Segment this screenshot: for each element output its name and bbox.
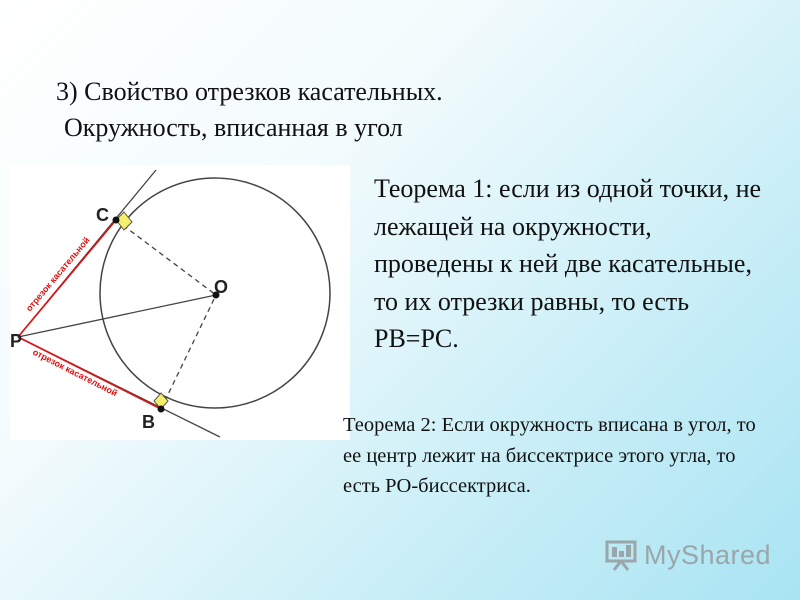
- point-b: [158, 406, 165, 413]
- upper-segment-label: отрезок касательной: [23, 235, 92, 314]
- label-p: P: [10, 331, 23, 351]
- slide-title: [56, 74, 443, 146]
- radius-ob: [161, 295, 216, 409]
- radius-oc: [116, 220, 216, 295]
- lower-segment-label: отрезок касательной: [31, 346, 120, 399]
- theorem-1: Теорема 1: если из одной точки, не лежащей на окружности, проведены к ней две касательные, то их отрезки равны, то есть PB=PC.: [374, 174, 762, 353]
- label-o: O: [214, 277, 229, 297]
- point-c: [113, 217, 120, 224]
- theorem-2: Теорема 2: Если окружность вписана в угол, то ее центр лежит на биссектрисе этого угла, то есть PO-биссектриса.: [343, 414, 756, 497]
- title-line-2: Окружность, вписанная в угол: [64, 113, 403, 142]
- watermark-text: MyShared: [644, 539, 772, 570]
- geometry-diagram: [10, 165, 350, 440]
- tangent-figure: [10, 165, 350, 440]
- label-b: B: [142, 412, 155, 432]
- presentation-board-icon: [604, 539, 638, 571]
- watermark-logo: [604, 537, 771, 573]
- title-line-1: 3) Свойство отрезков касательных.: [56, 77, 443, 106]
- label-c: C: [96, 205, 109, 225]
